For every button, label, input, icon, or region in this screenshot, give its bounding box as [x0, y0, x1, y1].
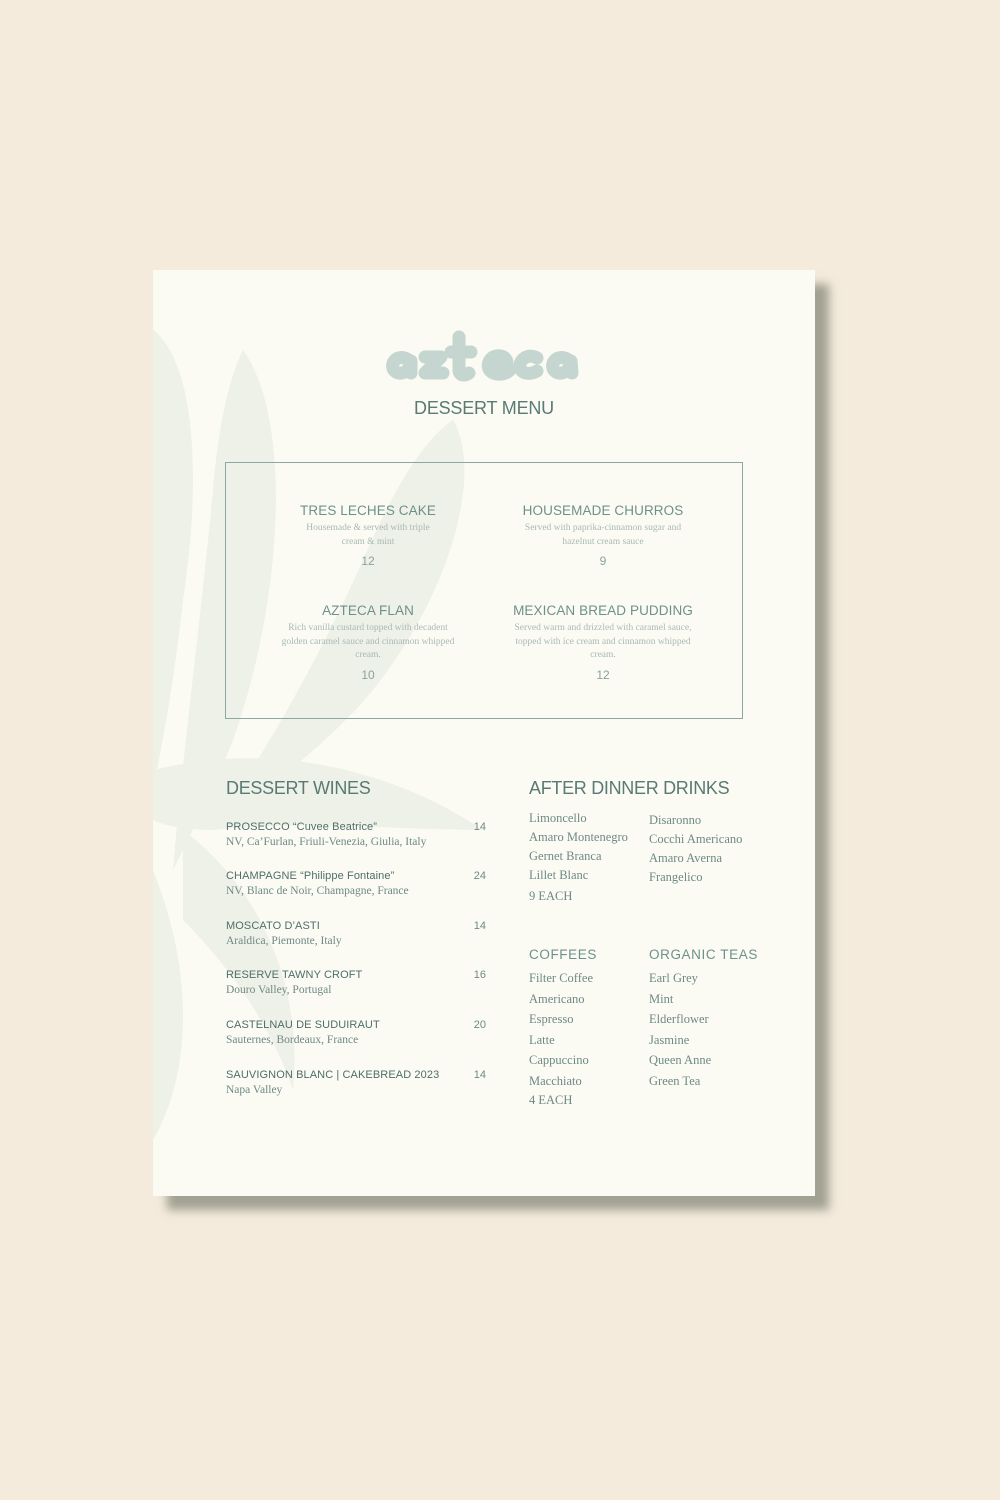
wine-origin: NV, Blanc de Noir, Champagne, France: [226, 885, 409, 897]
menu-page: [153, 270, 815, 1196]
wine-price: 20: [473, 1019, 486, 1031]
list-item: Amaro Averna: [649, 851, 723, 865]
wine-origin: Napa Valley: [226, 1084, 283, 1096]
list-item: Lillet Blanc: [529, 868, 589, 882]
list-item: Frangelico: [649, 870, 703, 884]
list-item: Cappuccino: [529, 1053, 589, 1067]
list-item: Limoncello: [529, 811, 587, 825]
after-dinner-list-2: [649, 811, 742, 887]
list-item: Americano: [529, 991, 585, 1006]
list-item: Earl Grey: [649, 971, 698, 985]
organic-teas-title: ORGANIC TEAS: [649, 947, 758, 962]
list-item: Mint: [649, 991, 674, 1006]
wine-item: [226, 821, 486, 848]
coffees-title: COFFEES: [529, 947, 597, 962]
dessert-description: Served warm and drizzled with caramel sauce, topped with ice cream and cinnamon whipped cream.: [514, 623, 692, 660]
dessert-name: HOUSEMADE CHURROS: [522, 503, 684, 518]
list-item: Elderflower: [649, 1012, 709, 1026]
list-item: Gernet Branca: [529, 849, 602, 863]
list-item: Espresso: [529, 1012, 574, 1026]
list-item: Macchiato: [529, 1073, 582, 1088]
dessert-name: TRES LECHES CAKE: [300, 503, 436, 518]
dessert-price: 12: [361, 554, 375, 568]
coffees-price: 4 EACH: [529, 1093, 573, 1107]
wine-price: 14: [473, 920, 486, 932]
wine-item: [226, 1019, 486, 1046]
wine-price: 14: [473, 821, 486, 833]
dessert-description: Served with paprika-cinnamon sugar and hazelnut cream sauce: [524, 523, 682, 547]
wine-item: [226, 920, 486, 947]
wine-origin: Sauternes, Bordeaux, France: [226, 1034, 359, 1046]
wine-origin: Douro Valley, Portugal: [226, 984, 332, 996]
wine-item: [226, 1069, 486, 1096]
wine-item: [226, 870, 486, 897]
list-item: Amaro Montenegro: [529, 830, 628, 844]
dessert-box: [225, 462, 743, 719]
dessert-item: [273, 503, 463, 568]
wine-name: CHAMPAGNE “Philippe Fontaine”: [226, 870, 395, 882]
wine-name: CASTELNAU DE SUDUIRAUT: [226, 1019, 380, 1031]
dessert-price: 9: [599, 554, 607, 568]
wine-name: RESERVE TAWNY CROFT: [226, 969, 363, 981]
wine-name: PROSECCO “Cuvee Beatrice”: [226, 821, 378, 833]
wine-item: [226, 969, 486, 996]
dessert-item: [263, 603, 473, 682]
wine-name: MOSCATO D’ASTI: [226, 920, 320, 932]
dessert-item: [498, 503, 708, 568]
list-item: Latte: [529, 1032, 555, 1047]
teas-list: [649, 968, 711, 1091]
dessert-description: Housemade & served with triple cream & mint: [306, 523, 430, 547]
list-item: Queen Anne: [649, 1053, 712, 1067]
list-item: Cocchi Americano: [649, 832, 743, 846]
dessert-price: 10: [361, 667, 375, 682]
wine-origin: NV, Ca’Furlan, Friuli-Venezia, Giulia, Italy: [226, 836, 427, 848]
dessert-wines-title: DESSERT WINES: [226, 778, 371, 798]
dessert-name: MEXICAN BREAD PUDDING: [513, 603, 693, 618]
after-dinner-price: 9 EACH: [529, 889, 573, 903]
list-item: Filter Coffee: [529, 971, 593, 985]
wine-name: SAUVIGNON BLANC | CAKEBREAD 2023: [226, 1069, 440, 1081]
list-item: Green Tea: [649, 1073, 701, 1088]
dessert-name: AZTECA FLAN: [322, 603, 414, 618]
list-item: Disaronno: [649, 813, 702, 827]
wine-price: 24: [473, 870, 486, 882]
dessert-price: 12: [596, 667, 610, 682]
wine-price: 16: [473, 969, 486, 981]
dessert-description: Rich vanilla custard topped with decadent golden caramel sauce and cinnamon whipped cream.: [281, 623, 455, 660]
list-item: Jasmine: [649, 1032, 690, 1047]
dessert-item: [493, 603, 713, 682]
after-dinner-list-1: [529, 809, 628, 885]
after-dinner-drinks-title: AFTER DINNER DRINKS: [529, 778, 730, 798]
page-title: DESSERT MENU: [414, 398, 554, 418]
azteca-logo: [381, 325, 587, 385]
wine-origin: Araldica, Piemonte, Italy: [226, 935, 342, 947]
coffees-list: [529, 968, 593, 1091]
wine-price: 14: [473, 1069, 486, 1081]
